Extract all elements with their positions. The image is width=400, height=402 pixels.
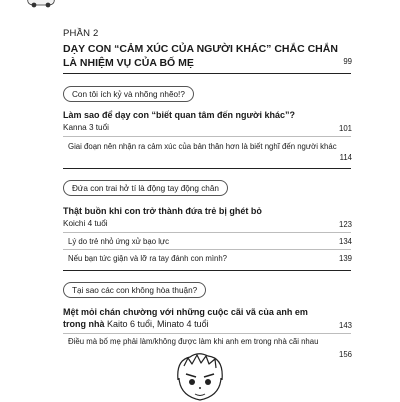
section-question: Tại sao các con không hòa thuận?: [63, 282, 206, 298]
section-author: Koichi 4 tuổi: [63, 219, 108, 228]
section-page-number: 123: [338, 220, 352, 229]
list-item: Lý do trẻ nhỏ ứng xử bạo lực: [68, 237, 170, 246]
divider: [63, 333, 351, 334]
section-author: Kanna 3 tuổi: [63, 123, 109, 132]
section-rule: [63, 270, 351, 271]
section-page-number: 101: [338, 124, 352, 133]
part-title: DẠY CON “CẢM XÚC CỦA NGƯỜI KHÁC” CHẮC CHẮN LÀ NHIỆM VỤ CỦA BỐ MẸ: [63, 43, 338, 69]
list-item: Điều mà bố mẹ phải làm/không được làm khi anh em trong nhà cãi nhau: [68, 337, 319, 346]
list-item: Giai đoạn nên nhận ra cảm xúc của bản thân hơn là biết nghĩ đến người khác: [68, 142, 337, 151]
part-label: PHẦN 2: [63, 28, 99, 39]
item-page-number: 134: [338, 237, 352, 246]
section-rule: [63, 168, 351, 169]
car-illustration-icon: [26, 0, 56, 8]
section-heading: Làm sao để dạy con “biết quan tâm đến người khác”?: [63, 110, 295, 120]
item-page-number: 114: [339, 153, 352, 162]
section-heading-text: Mệt mỏi chán chường với những cuộc cãi vã của anh em trong nhà: [63, 307, 308, 329]
divider: [63, 232, 351, 233]
part-rule: [63, 73, 351, 74]
item-page-number: 156: [338, 350, 352, 359]
part-page-number: 99: [343, 57, 352, 66]
section-question: Con tôi ích kỷ và nhõng nhẽo!?: [63, 86, 194, 102]
divider: [63, 136, 351, 137]
section-page-number: 143: [338, 321, 352, 330]
section-heading: [63, 306, 328, 330]
item-page-number: 139: [338, 254, 352, 263]
section-author: Kaito 6 tuổi, Minato 4 tuổi: [107, 319, 209, 329]
boy-face-illustration-icon: [170, 352, 230, 402]
section-question: Đứa con trai hở tí là động tay động chân: [63, 180, 228, 196]
list-item: Nếu bạn tức giận và lỡ ra tay đánh con mình?: [68, 254, 227, 263]
section-heading: Thật buồn khi con trở thành đứa trẻ bị ghét bỏ: [63, 206, 262, 216]
divider: [63, 249, 351, 250]
